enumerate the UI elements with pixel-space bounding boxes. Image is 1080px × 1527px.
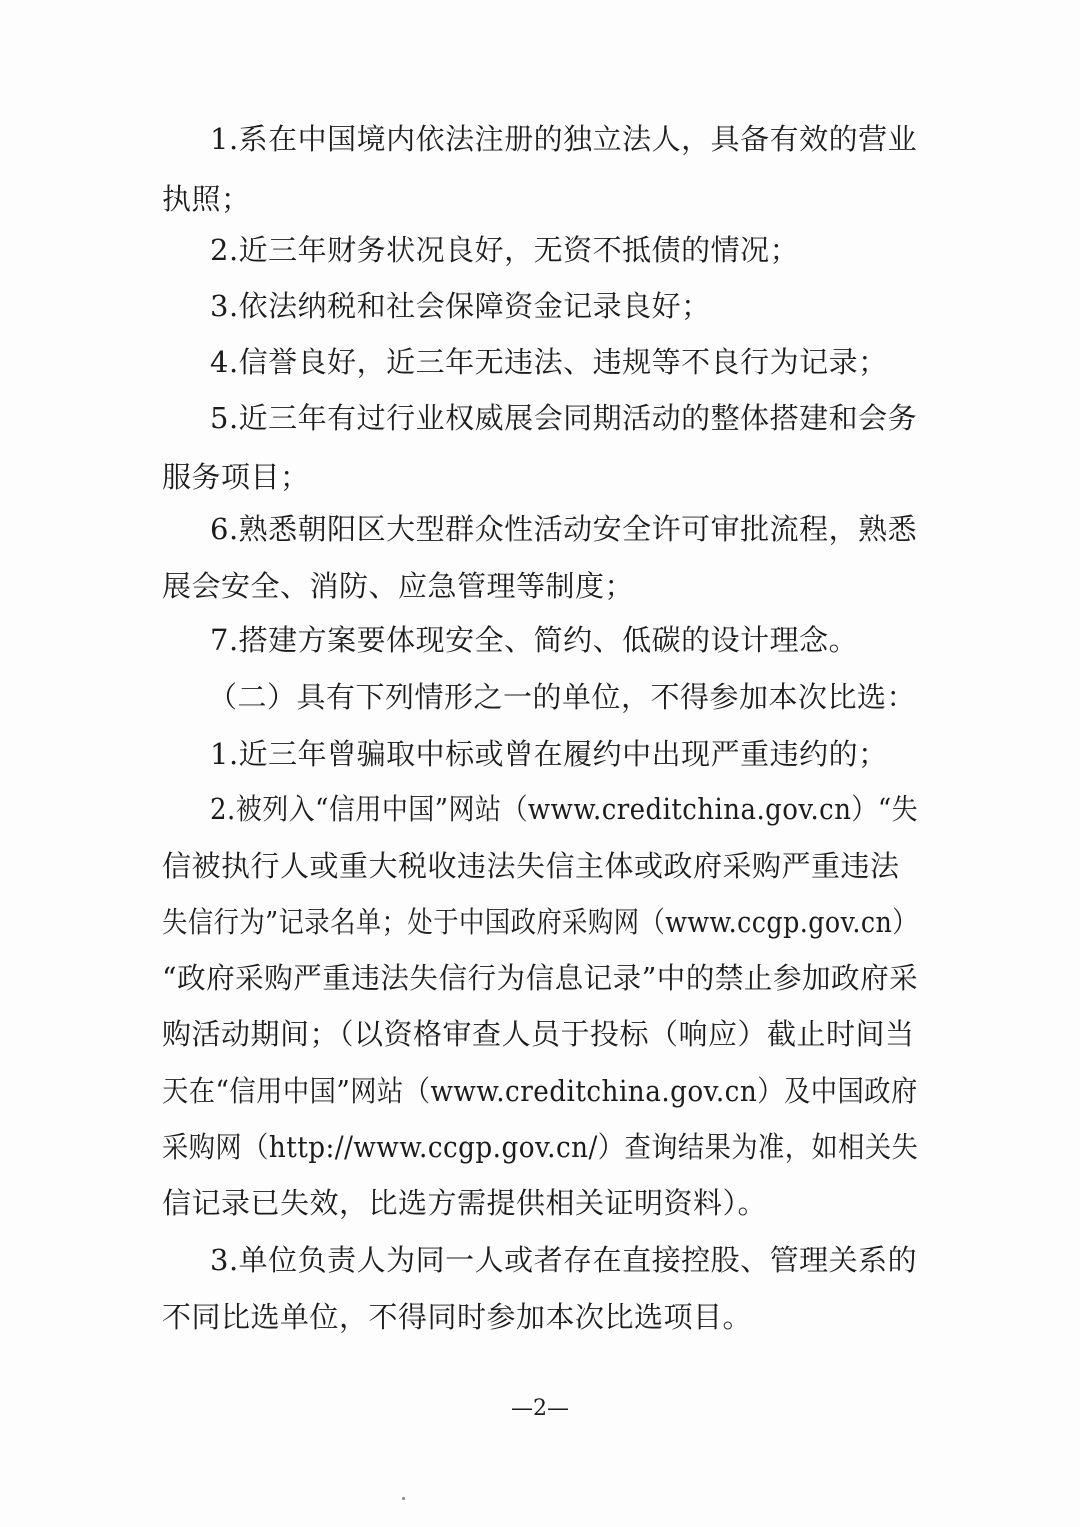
text-line: 展会安全、消防、应急管理等制度；: [162, 569, 635, 603]
text-line: 1.近三年曾骗取中标或曾在履约中出现严重违约的；: [210, 737, 888, 771]
text-line: 采购网（http://www.ccgp.gov.cn/）查询结果为准，如相关失: [162, 1130, 919, 1164]
page-number: —2—: [511, 1396, 569, 1421]
text-line: 天在“信用中国”网站（www.creditchina.gov.cn）及中国政府: [162, 1074, 918, 1108]
text-line: 7.搭建方案要体现安全、简约、低碳的设计理念。: [210, 623, 859, 657]
text-line: 执照；: [162, 182, 251, 216]
text-line: 5.近三年有过行业权威展会同期活动的整体搭建和会务: [210, 401, 918, 435]
text-line: 信记录已失效，比选方需提供相关证明资料）。: [162, 1186, 768, 1220]
text-line: 不同比选单位，不得同时参加本次比选项目。: [162, 1300, 753, 1334]
text-line: 信被执行人或重大税收违法失信主体或政府采购严重违法: [162, 849, 900, 883]
text-line: “政府采购严重违法失信行为信息记录”中的禁止参加政府采: [162, 961, 919, 995]
text-line: 服务项目；: [162, 460, 310, 494]
section-heading: （二）具有下列情形之一的单位，不得参加本次比选：: [208, 680, 917, 714]
text-line: 失信行为”记录名单；处于中国政府采购网（www.ccgp.gov.cn）: [162, 905, 919, 939]
text-line: 2.被列入“信用中国”网站（www.creditchina.gov.cn）“失: [210, 792, 919, 826]
scan-speck: [402, 1497, 405, 1500]
text-line: 4.信誉良好，近三年无违法、违规等不良行为记录；: [210, 345, 888, 379]
text-line: 6.熟悉朝阳区大型群众性活动安全许可审批流程，熟悉: [210, 512, 918, 546]
text-line: 2.近三年财务状况良好，无资不抵债的情况；: [210, 233, 800, 267]
text-line: 3.依法纳税和社会保障资金记录良好；: [210, 289, 711, 323]
text-line: 3.单位负责人为同一人或者存在直接控股、管理关系的: [210, 1243, 918, 1277]
text-line: 1.系在中国境内依法注册的独立法人，具备有效的营业: [210, 122, 918, 156]
text-line: 购活动期间；（以资格审查人员于投标（响应）截止时间当: [162, 1017, 915, 1051]
